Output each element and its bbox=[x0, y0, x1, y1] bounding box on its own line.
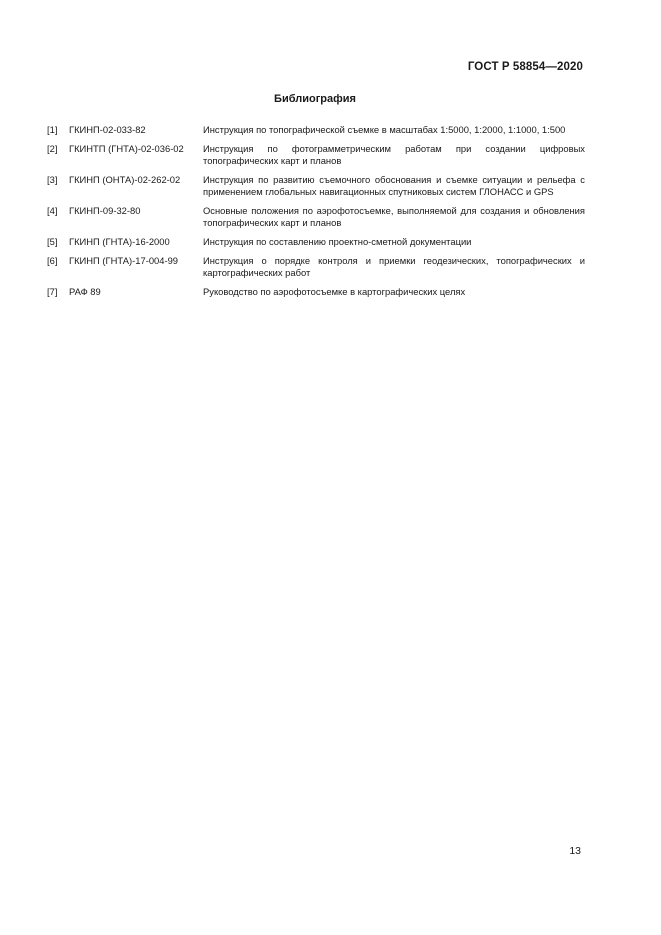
bibliography-list bbox=[47, 124, 585, 305]
entry-number: [1] bbox=[47, 124, 58, 135]
entry-code: ГКИНТП (ГНТА)-02-036-02 bbox=[69, 143, 184, 154]
bibliography-entry bbox=[47, 124, 585, 136]
bibliography-entry bbox=[47, 255, 585, 279]
entry-code: ГКИНП-02-033-82 bbox=[69, 124, 146, 135]
entry-code: ГКИНП (ГНТА)-16-2000 bbox=[69, 236, 170, 247]
bibliography-entry bbox=[47, 143, 585, 167]
entry-description: Основные положения по аэрофотосъемке, выполняемой для создания и обновления топографических карт и планов bbox=[203, 205, 585, 228]
document-code: ГОСТ Р 58854—2020 bbox=[467, 61, 583, 73]
entry-code: ГКИНП-09-32-80 bbox=[69, 205, 141, 216]
entry-description: Инструкция по составлению проектно-сметной документации bbox=[203, 236, 472, 247]
entry-number: [2] bbox=[47, 143, 58, 154]
page-title: Библиография bbox=[274, 93, 356, 105]
entry-number: [5] bbox=[47, 236, 58, 247]
entry-description: Инструкция по фотограмметрическим работам при создании цифровых топографических карт и планов bbox=[203, 143, 585, 166]
entry-description: Инструкция по топографической съемке в масштабах 1:5000, 1:2000, 1:1000, 1:500 bbox=[203, 124, 566, 135]
entry-description: Инструкция по развитию съемочного обоснования и съемке ситуации и рельефа с применением глобальных навигационных спутниковых систем ГЛОНАСС и GPS bbox=[203, 174, 585, 197]
entry-code: ГКИНП (ОНТА)-02-262-02 bbox=[69, 174, 181, 185]
page-number: 13 bbox=[569, 845, 581, 857]
bibliography-entry bbox=[47, 236, 585, 248]
entry-description: Руководство по аэрофотосъемке в картографических целях bbox=[203, 286, 466, 297]
entry-number: [4] bbox=[47, 205, 58, 216]
bibliography-entry bbox=[47, 205, 585, 229]
bibliography-entry bbox=[47, 286, 585, 298]
entry-code: РАФ 89 bbox=[69, 286, 101, 297]
entry-number: [6] bbox=[47, 255, 58, 266]
entry-number: [7] bbox=[47, 286, 58, 297]
entry-number: [3] bbox=[47, 174, 58, 185]
entry-code: ГКИНП (ГНТА)-17-004-99 bbox=[69, 255, 179, 266]
bibliography-entry bbox=[47, 174, 585, 198]
entry-description: Инструкция о порядке контроля и приемки геодезических, топографических и картографических работ bbox=[203, 255, 585, 278]
